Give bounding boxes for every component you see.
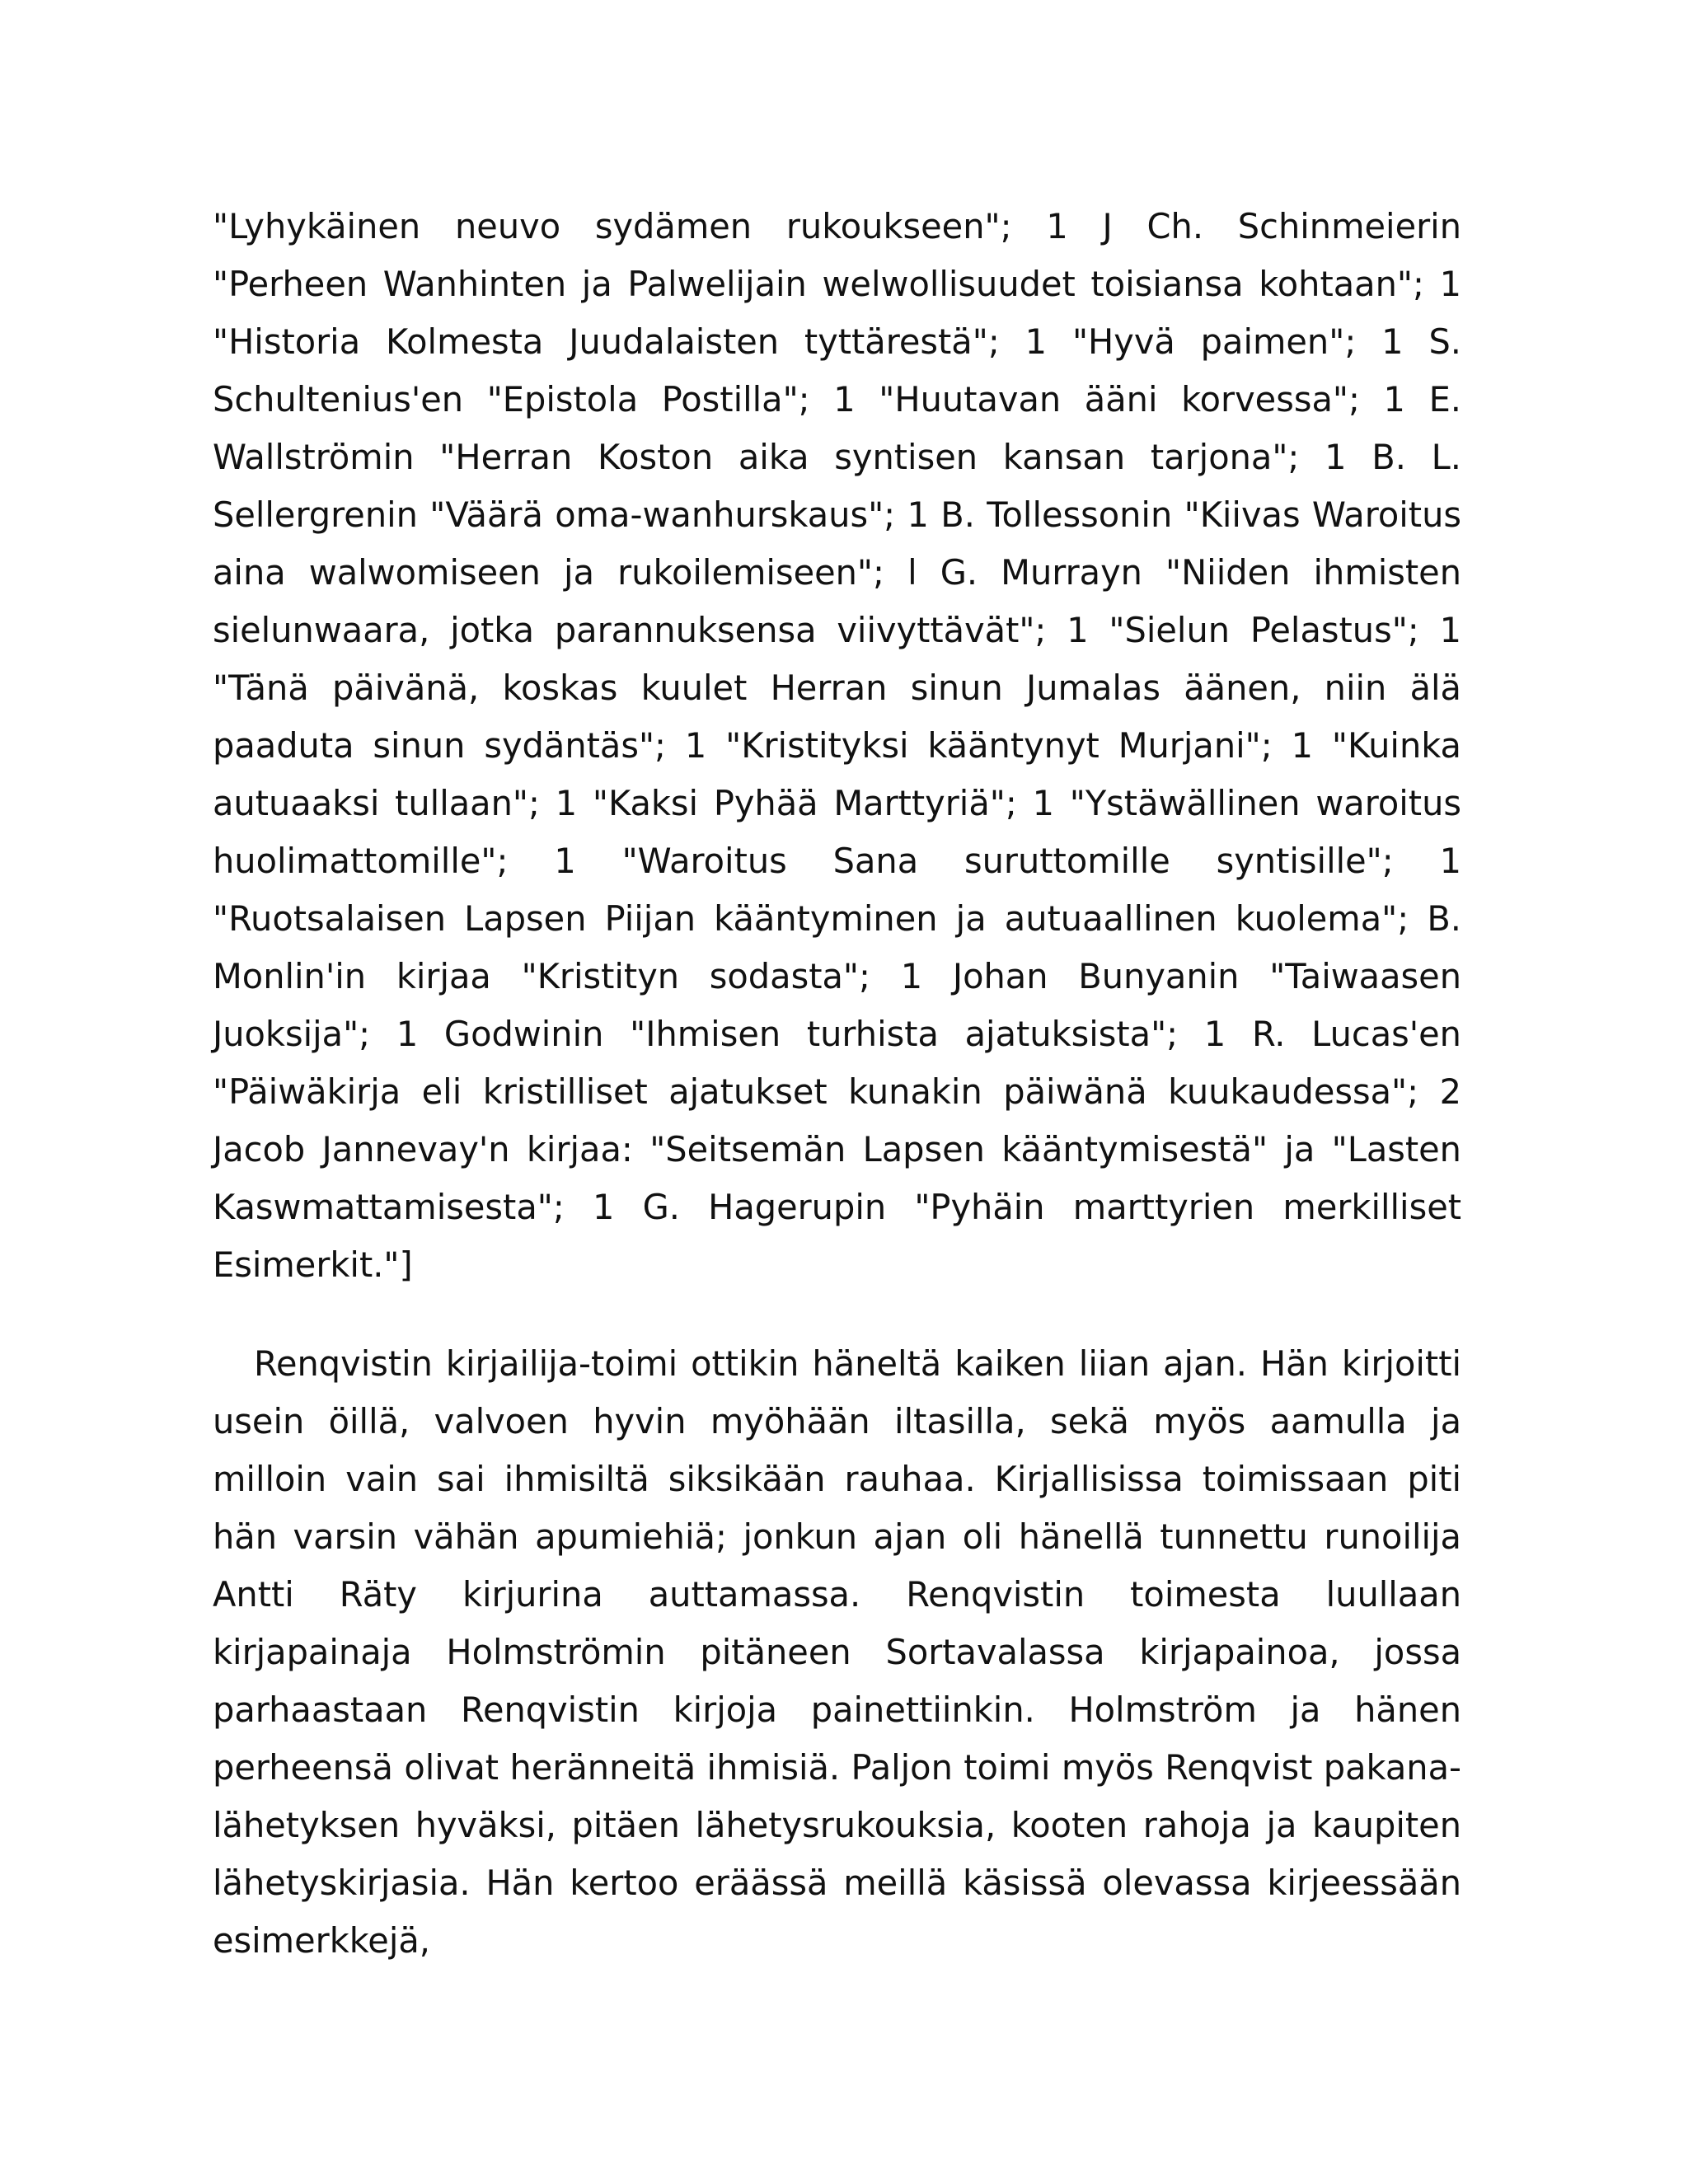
paragraph-renqvist-writing: Renqvistin kirjailija-toimi ottikin häneltä kaiken liian ajan. Hän kirjoitti usein öillä, valvoen hyvin myöhään iltasilla, sekä myös aamulla ja milloin vain sai ihmisiltä siksikään rauhaa. Kirjallisissa toimissaan piti hän varsin vähän apumiehiä; jonkun ajan oli hänellä tunnettu runoilija Antti Räty kirjurina auttamassa. Renqvistin toimesta luullaan kirjapainaja Holmströmin pitäneen Sortavalassa kirjapainoa, jossa parhaastaan Renqvistin kirjoja painettiinkin. Holmström ja hänen perheensä olivat heränneitä ihmisiä. Paljon toimi myös Renqvist pakana-lähetyksen hyväksi, pitäen lähetysrukouksia, kooten rahoja ja kaupiten lähetyskirjasia. Hän kertoo eräässä meillä käsissä olevassa kirjeessään esimerkkejä, [213,1343,1461,1961]
paragraph-book-list: "Lyhykäinen neuvo sydämen rukoukseen"; 1 J Ch. Schinmeierin "Perheen Wanhinten ja Palwelijain welwollisuudet toisiansa kohtaan"; 1 "Historia Kolmesta Juudalaisten tyttärestä"; 1 "Hyvä paimen"; 1 S. Schultenius'en "Epistola Postilla"; 1 "Huutavan ääni korvessa"; 1 E. Wallströmin "Herran Koston aika syntisen kansan tarjona"; 1 B. L. Sellergrenin "Väärä oma-wanhurskaus"; 1 B. Tollessonin "Kiivas Waroitus aina walwomiseen ja rukoilemiseen"; l G. Murrayn "Niiden ihmisten sielunwaara, jotka parannuksensa viivyttävät"; 1 "Sielun Pelastus"; 1 "Tänä päivänä, koskas kuulet Herran sinun Jumalas äänen, niin älä paaduta sinun sydäntäs"; 1 "Kristityksi kääntynyt Murjani"; 1 "Kuinka autuaaksi tullaan"; 1 "Kaksi Pyhää Marttyriä"; 1 "Ystäwällinen waroitus huolimattomille"; 1 "Waroitus Sana suruttomille syntisille"; 1 "Ruotsalaisen Lapsen Piijan kääntyminen ja autuaallinen kuolema"; B. Monlin'in kirjaa "Kristityn sodasta"; 1 Johan Bunyanin "Taiwaasen Juoksija"; 1 Godwinin "Ihmisen turhista ajatuksista"; 1 R. Lucas'en "Päiwäkirja eli kristilliset ajatukset kunakin päiwänä kuukaudessa"; 2 Jacob Jannevay'n kirjaa: "Seitsemän Lapsen kääntymisestä" ja "Lasten Kaswmattamisesta"; 1 G. Hagerupin "Pyhäin marttyrien merkilliset Esimerkit."] [213,206,1461,1285]
